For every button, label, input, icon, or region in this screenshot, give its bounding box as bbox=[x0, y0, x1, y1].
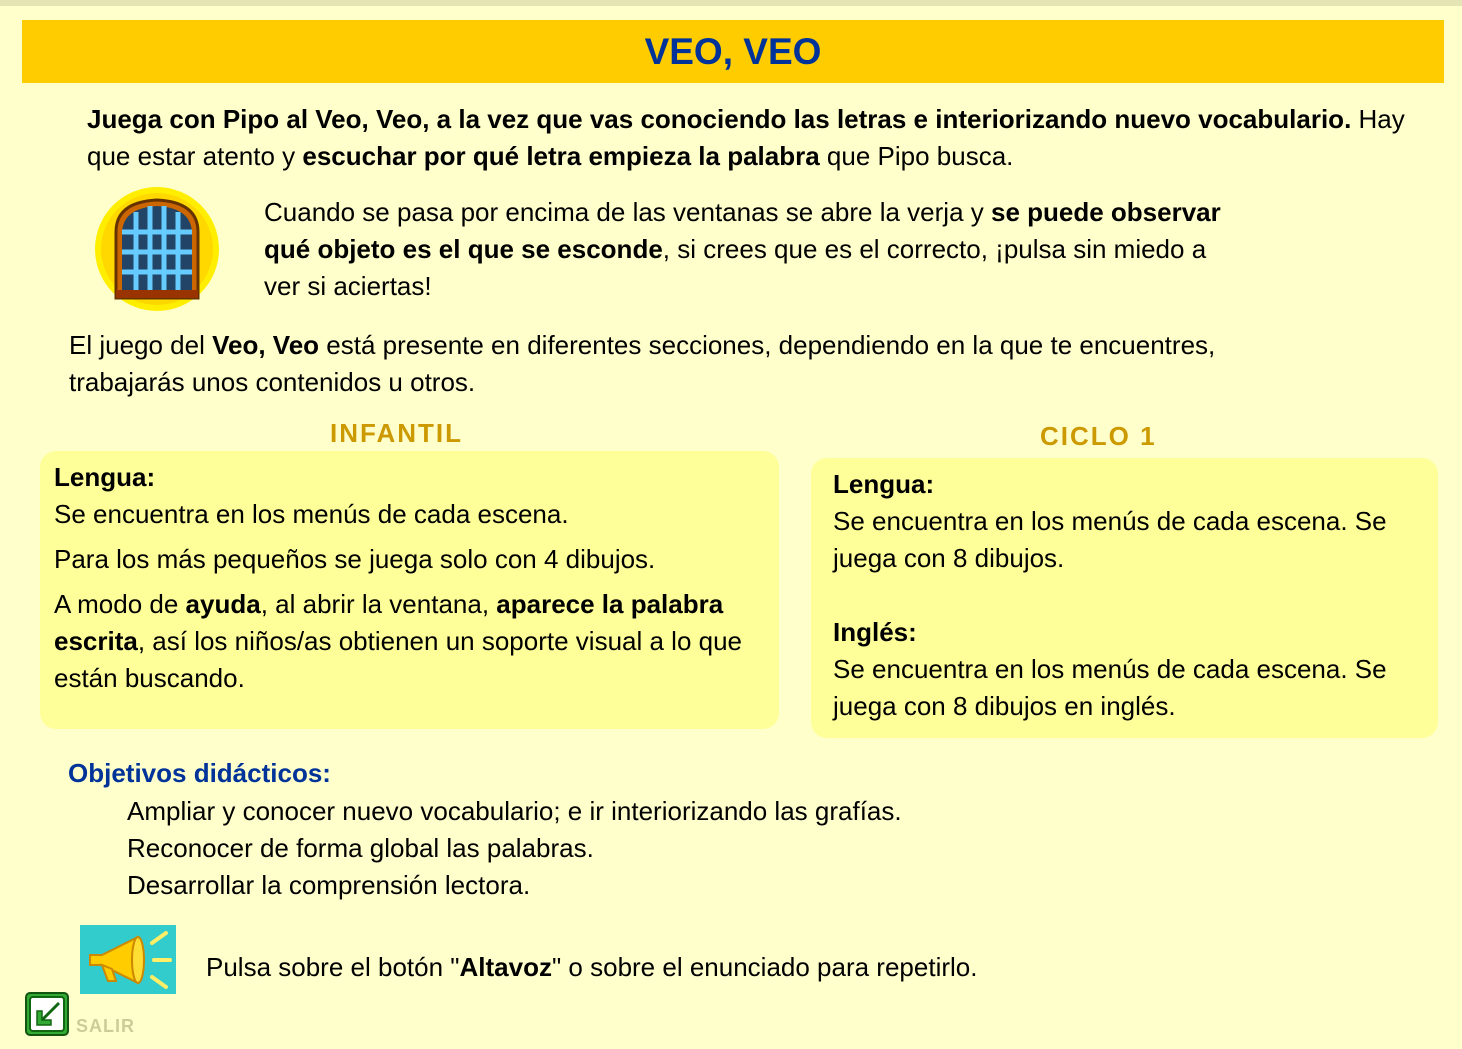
infantil-lengua-text: Se encuentra en los menús de cada escena. bbox=[54, 499, 569, 529]
ciclo-heading: CICLO 1 bbox=[1040, 421, 1157, 451]
page-title: VEO, VEO bbox=[644, 31, 822, 72]
exit-label[interactable]: SALIR bbox=[76, 1016, 135, 1036]
intro-bold-2: escuchar por qué letra empieza la palabra bbox=[302, 141, 820, 171]
help-text-1: A modo de bbox=[54, 589, 186, 619]
ciclo-ingles-label: Inglés: bbox=[833, 617, 917, 647]
megaphone-icon[interactable] bbox=[80, 925, 176, 994]
sections-text-1: El juego del bbox=[69, 330, 213, 360]
intro-bold-1: Juega con Pipo al Veo, Veo, a la vez que vas conociendo las letras e interiorizando nuevo vocabulario. bbox=[87, 104, 1352, 134]
objetivo-item: Ampliar y conocer nuevo vocabulario; e ir interiorizando las grafías. bbox=[127, 796, 902, 826]
speaker-text-1: Pulsa sobre el botón " bbox=[206, 952, 460, 982]
title-bar bbox=[22, 20, 1444, 83]
infantil-box bbox=[40, 451, 779, 729]
sections-paragraph bbox=[69, 327, 1269, 401]
infantil-heading: INFANTIL bbox=[330, 418, 463, 448]
objetivo-item: Desarrollar la comprensión lectora. bbox=[127, 870, 531, 900]
help-bold-1: ayuda bbox=[185, 589, 261, 619]
sections-text-2: está presente en diferentes secciones, dependiendo en la que te encuentres, trabajarás unos contenidos u otros. bbox=[69, 330, 1216, 397]
ciclo-ingles-text: Se encuentra en los menús de cada escena. Se juega con 8 dibujos en inglés. bbox=[833, 654, 1387, 721]
window-text-2: , si crees que es el correcto, ¡pulsa sin miedo a ver si aciertas! bbox=[264, 234, 1207, 301]
window-description bbox=[264, 194, 1244, 305]
ciclo-box bbox=[811, 458, 1438, 738]
help-text-2: , al abrir la ventana, bbox=[260, 589, 497, 619]
intro-text-1: Hay que estar atento y bbox=[87, 104, 1405, 171]
infantil-help-text bbox=[54, 586, 765, 697]
window-bold-1: se puede observar qué objeto es el que se esconde bbox=[264, 197, 1221, 264]
objetivos-list bbox=[127, 793, 902, 904]
objetivos-title: Objetivos didácticos: bbox=[68, 758, 331, 788]
speaker-instruction[interactable] bbox=[206, 949, 977, 986]
intro-paragraph bbox=[87, 101, 1427, 175]
help-text-3: , así los niños/as obtienen un soporte visual a lo que están buscando. bbox=[54, 626, 743, 693]
objetivo-item: Reconocer de forma global las palabras. bbox=[127, 833, 594, 863]
speaker-text-2: " o sobre el enunciado para repetirlo. bbox=[551, 952, 978, 982]
window-text-1: Cuando se pasa por encima de las ventanas se abre la verja y bbox=[264, 197, 991, 227]
sections-bold-1: Veo, Veo bbox=[212, 330, 320, 360]
intro-text-2: que Pipo busca. bbox=[819, 141, 1014, 171]
infantil-small-text: Para los más pequeños se juega solo con 4 dibujos. bbox=[54, 544, 656, 574]
top-border bbox=[0, 0, 1462, 6]
window-grate-icon bbox=[94, 186, 220, 312]
exit-arrow-icon[interactable] bbox=[25, 992, 69, 1036]
help-bold-2: aparece la palabra escrita bbox=[54, 589, 724, 656]
ciclo-lengua-label: Lengua: bbox=[833, 469, 935, 499]
speaker-bold-1: Altavoz bbox=[459, 952, 552, 982]
ciclo-lengua-text: Se encuentra en los menús de cada escena. Se juega con 8 dibujos. bbox=[833, 506, 1387, 573]
infantil-lengua-label: Lengua: bbox=[54, 462, 156, 492]
